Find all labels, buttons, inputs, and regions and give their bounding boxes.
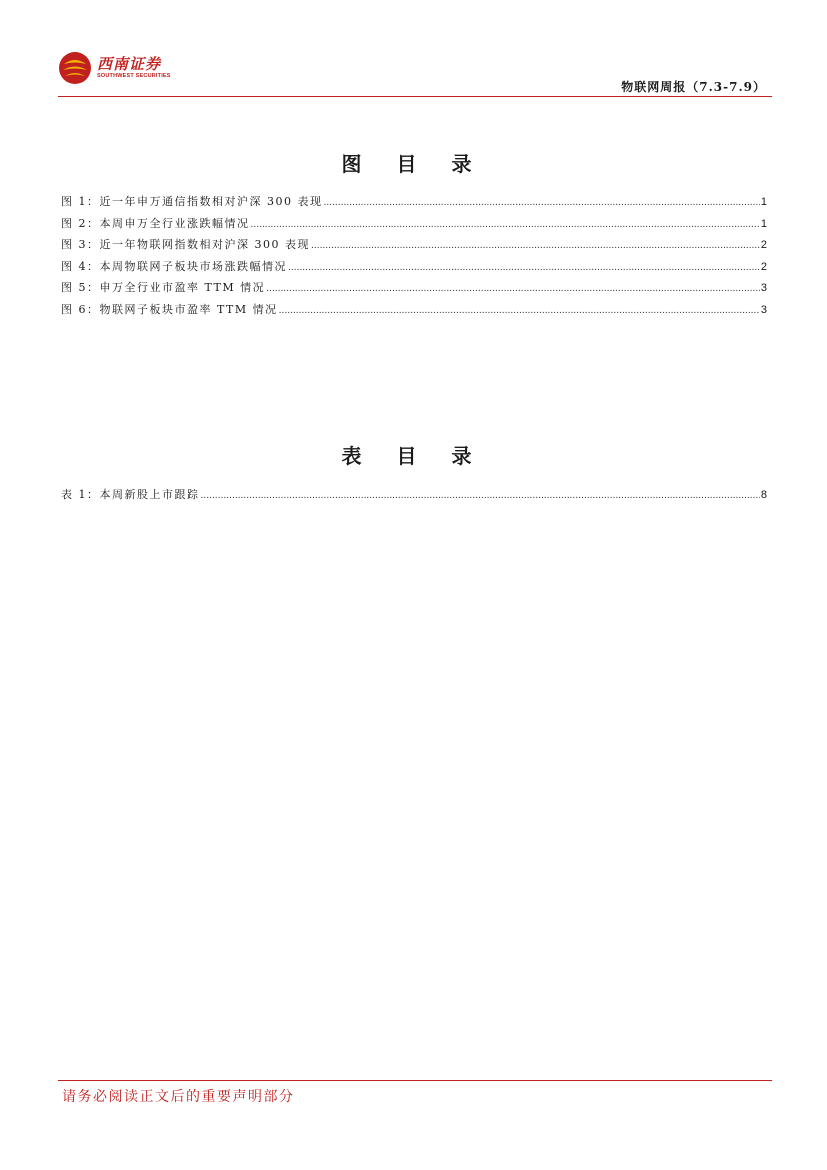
toc-entry-label: 表 1：本周新股上市跟踪: [61, 488, 200, 501]
toc-leader-dots: [323, 198, 759, 208]
toc-leader-dots: [311, 241, 760, 251]
figures-toc-list: [61, 193, 767, 323]
toc-entry-page: 2: [760, 239, 767, 252]
toc-leader-dots: [266, 284, 760, 294]
footer-divider: [58, 1080, 772, 1081]
company-logo: [58, 48, 171, 88]
toc-entry[interactable]: [61, 279, 767, 301]
figures-toc-title: 图 目 录: [341, 152, 486, 176]
tables-toc-list: [61, 486, 767, 508]
tables-toc-title: 表 目 录: [341, 444, 486, 468]
toc-entry-page: 3: [760, 282, 767, 295]
footer-disclaimer: 请务必阅读正文后的重要声明部分: [62, 1089, 295, 1105]
toc-entry-page: 2: [760, 260, 767, 273]
logo-chinese-name: 西南证券: [97, 55, 162, 73]
toc-entry[interactable]: [61, 301, 767, 323]
toc-entry-page: 8: [760, 489, 767, 501]
toc-entry[interactable]: [61, 258, 767, 280]
toc-entry-page: 3: [760, 303, 767, 316]
toc-entry[interactable]: [61, 486, 767, 508]
toc-leader-dots: [279, 306, 760, 316]
toc-entry-label: 图 3：近一年物联网指数相对沪深 300 表现: [61, 238, 310, 252]
toc-entry-page: 1: [760, 196, 767, 208]
toc-leader-dots: [251, 220, 760, 230]
toc-entry-label: 图 1：近一年申万通信指数相对沪深 300 表现: [61, 195, 323, 208]
sun-logo-icon: [58, 51, 92, 85]
page-header: [58, 48, 772, 98]
toc-entry[interactable]: [61, 236, 767, 258]
toc-entry[interactable]: [61, 215, 767, 237]
header-divider: [58, 96, 772, 97]
toc-entry-label: 图 6：物联网子板块市盈率 TTM 情况: [61, 302, 278, 316]
toc-leader-dots: [201, 491, 760, 501]
toc-entry-page: 1: [760, 217, 767, 230]
toc-entry-label: 图 5：申万全行业市盈率 TTM 情况: [61, 281, 266, 295]
toc-entry-label: 图 2：本周申万全行业涨跌幅情况: [61, 216, 250, 230]
toc-leader-dots: [288, 263, 760, 273]
logo-english-name: SOUTHWEST SECURITIES: [97, 73, 171, 79]
toc-entry[interactable]: [61, 193, 767, 215]
report-title: 物联网周报（7.3-7.9）: [621, 80, 766, 94]
toc-entry-label: 图 4：本周物联网子板块市场涨跌幅情况: [61, 259, 287, 273]
